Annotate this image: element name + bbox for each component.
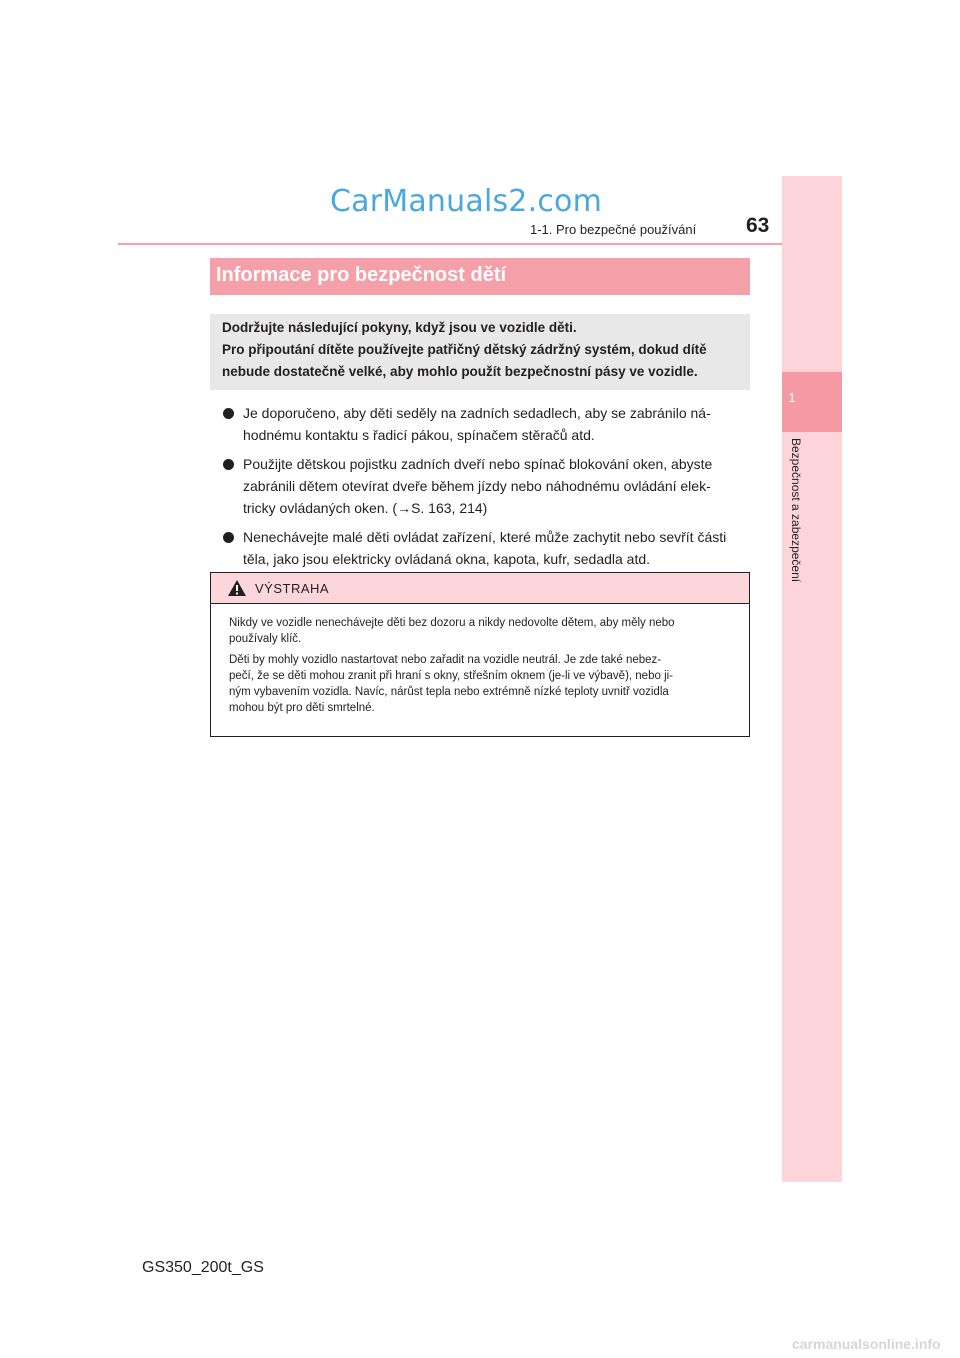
bullet-item xyxy=(222,526,750,570)
side-tab xyxy=(782,176,842,1182)
bullet-dot-icon xyxy=(223,532,234,543)
section-title: Informace pro bezpečnost dětí xyxy=(216,264,507,286)
warning-text-line: mohou být pro děti smrtelné. xyxy=(229,702,375,714)
warning-label: VÝSTRAHA xyxy=(255,581,330,596)
warning-triangle-icon xyxy=(227,579,247,597)
bullet-line: tricky ovládaných oken. (→S. 163, 214) xyxy=(243,500,488,516)
header-rule xyxy=(118,243,842,245)
bullet-line: těla, jako jsou elektricky ovládaná okna, kapota, kufr, sedadla atd. xyxy=(243,551,651,567)
warning-text-line: používaly klíč. xyxy=(229,633,302,645)
bullet-dot-icon xyxy=(223,459,234,470)
header-section-title: 1-1. Pro bezpečné používání xyxy=(530,222,697,237)
warning-text-line: Děti by mohly vozidlo nastartovat nebo zařadit na vozidle neutrál. Je zde také nebez- xyxy=(229,654,662,666)
warning-text-line: ným vybavením vozidla. Navíc, nárůst tepla nebo extrémně nízké teploty uvnitř vozidla xyxy=(229,686,669,698)
bullet-line: hodnému kontaktu s řadicí pákou, spínačem stěračů atd. xyxy=(243,427,595,443)
warning-box xyxy=(210,572,750,737)
warning-text-line: pečí, že se děti mohou zranit při hraní s okny, střešním oknem (je-li ve výbavě), nebo ji- xyxy=(229,670,674,682)
bullet-line: Nenechávejte malé děti ovládat zařízení, které může zachytit nebo sevřít části xyxy=(243,529,727,545)
bullet-dot-icon xyxy=(223,408,234,419)
watermark-bottom: carmanualsonline.info xyxy=(792,1336,941,1352)
warning-text-line: Nikdy ve vozidle nenechávejte děti bez dozoru a nikdy nedovolte dětem, aby měly nebo xyxy=(229,617,675,629)
page-number: 63 xyxy=(746,214,770,237)
bullet-line: Je doporučeno, aby děti seděly na zadních sedadlech, aby se zabránilo ná- xyxy=(243,405,711,421)
chapter-title: Bezpečnost a zabezpečení xyxy=(789,438,803,583)
intro-box xyxy=(210,314,750,390)
bullet-line: zabránili dětem otevírat dveře během jízdy nebo náhodnému ovládání elek- xyxy=(243,478,711,494)
bullet-item xyxy=(222,402,750,446)
bullet-item xyxy=(222,453,750,519)
watermark-top: CarManuals2.com xyxy=(330,184,603,219)
intro-line: nebude dostatečně velké, aby mohlo použít bezpečnostní pásy ve vozidle. xyxy=(222,364,698,379)
bullet-list xyxy=(222,402,750,577)
intro-line: Pro připoutání dítěte používejte patřičný dětský zádržný systém, dokud dítě xyxy=(222,342,707,357)
chapter-number: 1 xyxy=(788,390,796,405)
warning-header xyxy=(211,573,749,604)
bullet-line: Použijte dětskou pojistku zadních dveří nebo spínač blokování oken, abyste xyxy=(243,456,713,472)
intro-line: Dodržujte následující pokyny, když jsou ve vozidle děti. xyxy=(222,320,577,335)
model-code: GS350_200t_GS xyxy=(142,1259,264,1276)
section-title-bar xyxy=(210,258,750,295)
